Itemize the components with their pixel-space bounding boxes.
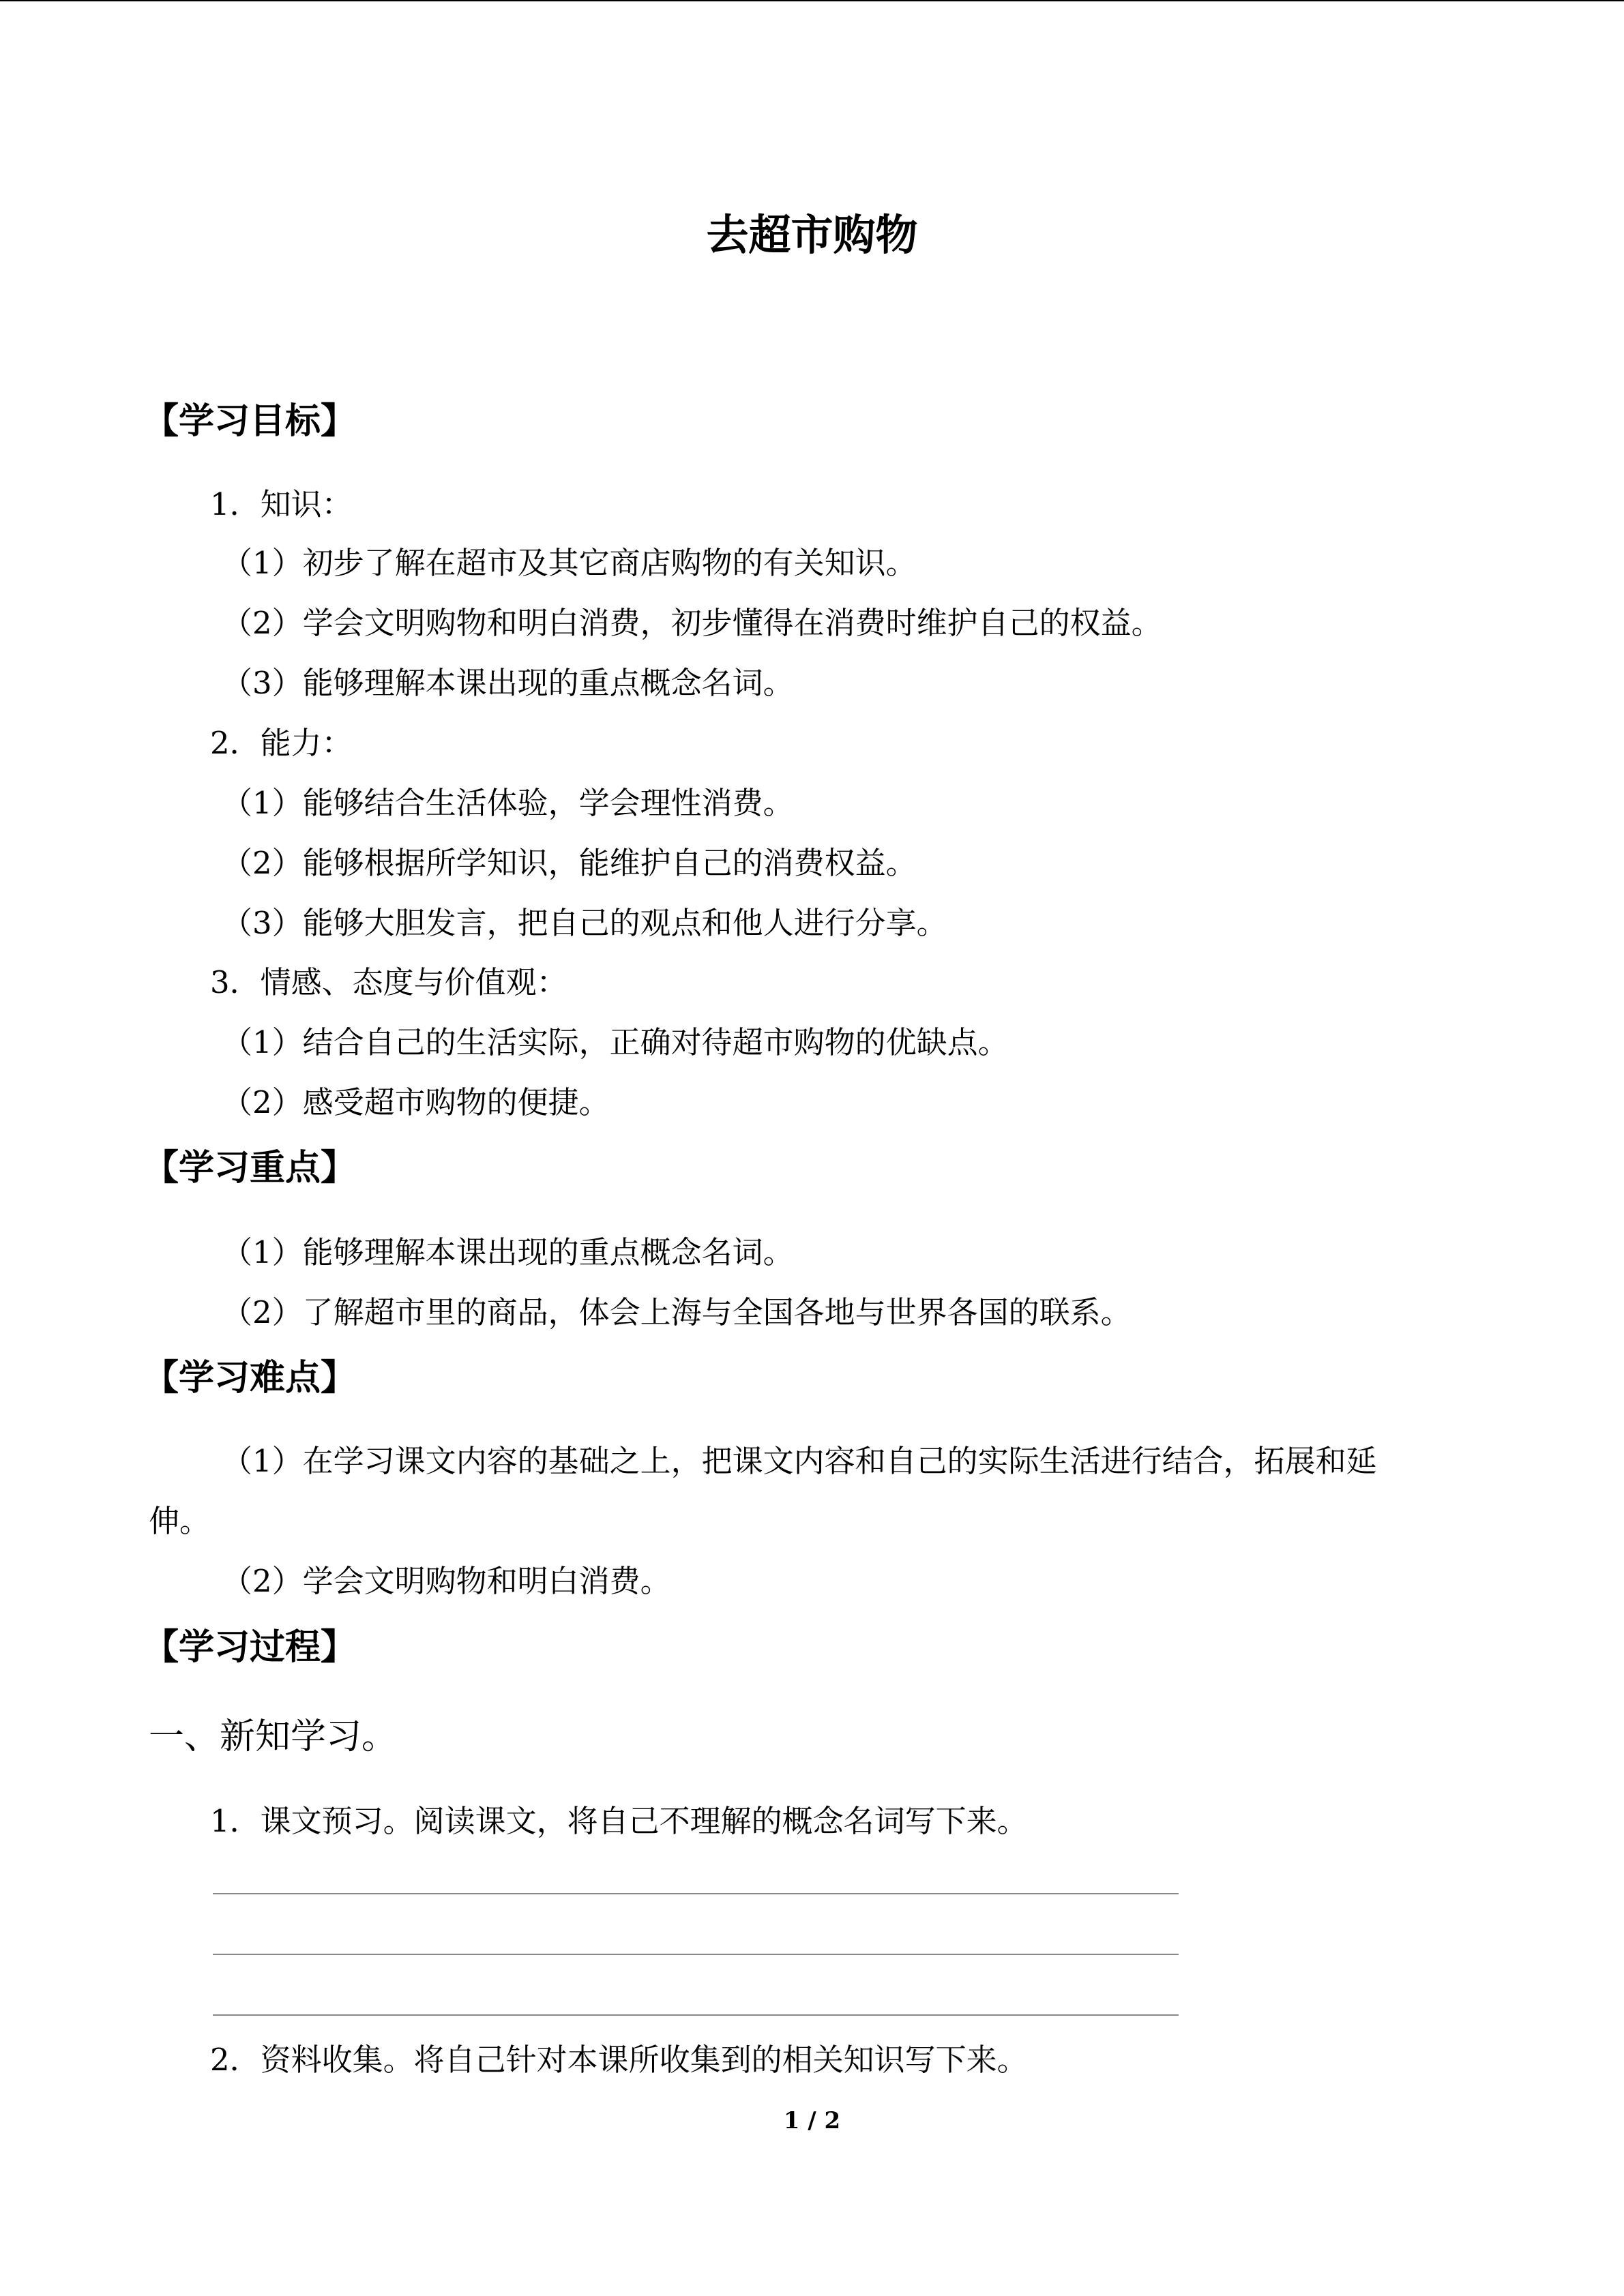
subheading-knowledge: 1．知识： — [210, 486, 353, 522]
heading-difficulties: 【学习难点】 — [143, 1357, 357, 1399]
difficulty-item-line: （1）在学习课文内容的基础之上，把课文内容和自己的实际生活进行结合，拓展和延 — [222, 1443, 1377, 1479]
document-title: 去超市购物 — [706, 210, 918, 260]
part-one-title: 一、新知学习。 — [149, 1716, 398, 1757]
ability-item: （3）能够大胆发言，把自己的观点和他人进行分享。 — [222, 905, 947, 941]
ability-item: （2）能够根据所学知识，能维护自己的消费权益。 — [222, 845, 917, 881]
values-item: （1）结合自己的生活实际，正确对待超市购物的优缺点。 — [222, 1024, 1009, 1060]
heading-learning-process: 【学习过程】 — [143, 1626, 357, 1668]
task-two: 2．资料收集。将自己针对本课所收集到的相关知识写下来。 — [210, 2042, 1028, 2078]
subheading-ability: 2．能力： — [210, 725, 353, 761]
heading-learning-goals: 【学习目标】 — [143, 400, 357, 442]
key-point-item: （2）了解超市里的商品，体会上海与全国各地与世界各国的联系。 — [222, 1294, 1132, 1330]
heading-key-points: 【学习重点】 — [143, 1147, 357, 1189]
ability-item: （1）能够结合生活体验，学会理性消费。 — [222, 785, 794, 821]
knowledge-item: （2）学会文明购物和明白消费，初步懂得在消费时维护自己的权益。 — [222, 605, 1162, 641]
difficulty-item: （2）学会文明购物和明白消费。 — [222, 1563, 671, 1599]
key-point-item: （1）能够理解本课出现的重点概念名词。 — [222, 1234, 794, 1270]
answer-line[interactable] — [213, 1893, 1179, 1894]
values-item: （2）感受超市购物的便捷。 — [222, 1084, 610, 1120]
subheading-values: 3．情感、态度与价值观： — [210, 964, 567, 1000]
answer-line[interactable] — [213, 1954, 1179, 1955]
answer-line[interactable] — [213, 2014, 1179, 2016]
difficulty-item-continuation: 伸。 — [149, 1503, 211, 1539]
knowledge-item: （1）初步了解在超市及其它商店购物的有关知识。 — [222, 545, 917, 581]
knowledge-item: （3）能够理解本课出现的重点概念名词。 — [222, 665, 794, 701]
task-one: 1．课文预习。阅读课文，将自己不理解的概念名词写下来。 — [210, 1803, 1028, 1839]
page-number: 1 / 2 — [783, 2107, 841, 2134]
